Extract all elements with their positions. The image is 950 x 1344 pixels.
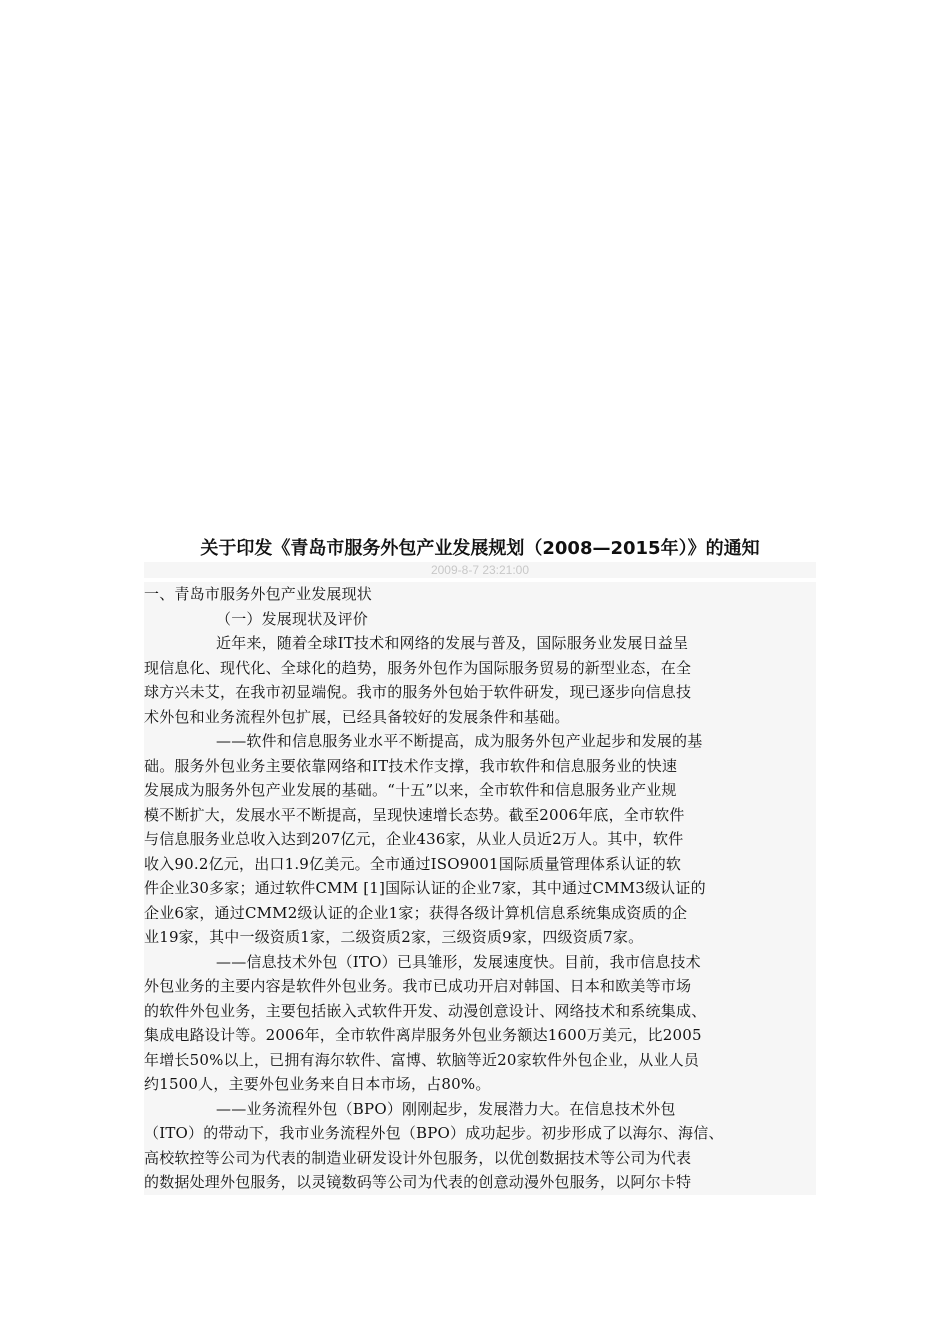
section-heading: 一、青岛市服务外包产业发展现状	[144, 585, 373, 603]
paragraph-line: 企业6家，通过CMM2级认证的企业1家；获得各级计算机信息系统集成资质的企	[144, 903, 688, 922]
paragraph-line: 外包业务的主要内容是软件外包业务。我市已成功开启对韩国、日本和欧美等市场	[144, 977, 692, 995]
paragraph-line: 与信息服务业总收入达到207亿元，企业436家，从业人员近2万人。其中，软件	[144, 830, 684, 848]
paragraph-line: ——软件和信息服务业水平不断提高，成为服务外包产业起步和发展的基	[216, 732, 703, 750]
paragraph-line: 集成电路设计等。2006年，全市软件离岸服务外包业务额达1600万美元，比2005	[144, 1026, 702, 1044]
paragraph-line: 高校软控等公司为代表的制造业研发设计外包服务，以优创数据技术等公司为代表	[144, 1148, 692, 1167]
paragraph-line: 收入90.2亿元，出口1.9亿美元。全市通过ISO9001国际质量管理体系认证的软	[144, 854, 682, 873]
paragraph-line: ——业务流程外包（BPO）刚刚起步，发展潜力大。在信息技术外包	[216, 1099, 676, 1118]
paragraph-line: 术外包和业务流程外包扩展，已经具备较好的发展条件和基础。	[144, 707, 570, 726]
paragraph-line: 业19家，其中一级资质1家，二级资质2家，三级资质9家，四级资质7家。	[144, 928, 644, 946]
article-content	[144, 536, 816, 1195]
document-title: 关于印发《青岛市服务外包产业发展规划（2008—2015年）》的通知	[200, 538, 760, 559]
paragraph-line: 的数据处理外包服务，以灵镜数码等公司为代表的创意动漫外包服务，以阿尔卡特	[144, 1173, 692, 1191]
paragraph-line: 件企业30多家；通过软件CMM [1]国际认证的企业7家，其中通过CMM3级认证的	[144, 879, 706, 897]
subsection-heading: （一）发展现状及评价	[216, 609, 369, 628]
article-body	[144, 582, 816, 1195]
paragraph-line: 础。服务外包业务主要依靠网络和IT技术作支撑，我市软件和信息服务业的快速	[144, 756, 678, 775]
paragraph-line: 球方兴未艾，在我市初显端倪。我市的服务外包始于软件研发，现已逐步向信息技	[144, 683, 692, 701]
paragraph-line: （ITO）的带动下，我市业务流程外包（BPO）成功起步。初步形成了以海尔、海信、	[144, 1124, 724, 1142]
paragraph-line: ——信息技术外包（ITO）已具雏形，发展速度快。目前，我市信息技术	[216, 952, 701, 971]
paragraph-line: 发展成为服务外包产业发展的基础。“十五”以来，全市软件和信息服务业产业规	[144, 781, 677, 799]
paragraph-line: 年增长50%以上，已拥有海尔软件、富博、软脑等近20家软件外包企业，从业人员	[144, 1050, 700, 1069]
paragraph-line: 约1500人，主要外包业务来自日本市场，占80%。	[144, 1075, 491, 1093]
paragraph-line: 近年来，随着全球IT技术和网络的发展与普及，国际服务业发展日益呈	[216, 634, 689, 652]
paragraph-line: 模不断扩大，发展水平不断提高，呈现快速增长态势。截至2006年底，全市软件	[144, 805, 685, 824]
paragraph-line: 现信息化、现代化、全球化的趋势，服务外包作为国际服务贸易的新型业态，在全	[144, 658, 692, 677]
publish-timestamp: 2009-8-7 23:21:00	[144, 562, 816, 578]
paragraph-line: 的软件外包业务，主要包括嵌入式软件开发、动漫创意设计、网络技术和系统集成、	[144, 1001, 707, 1020]
